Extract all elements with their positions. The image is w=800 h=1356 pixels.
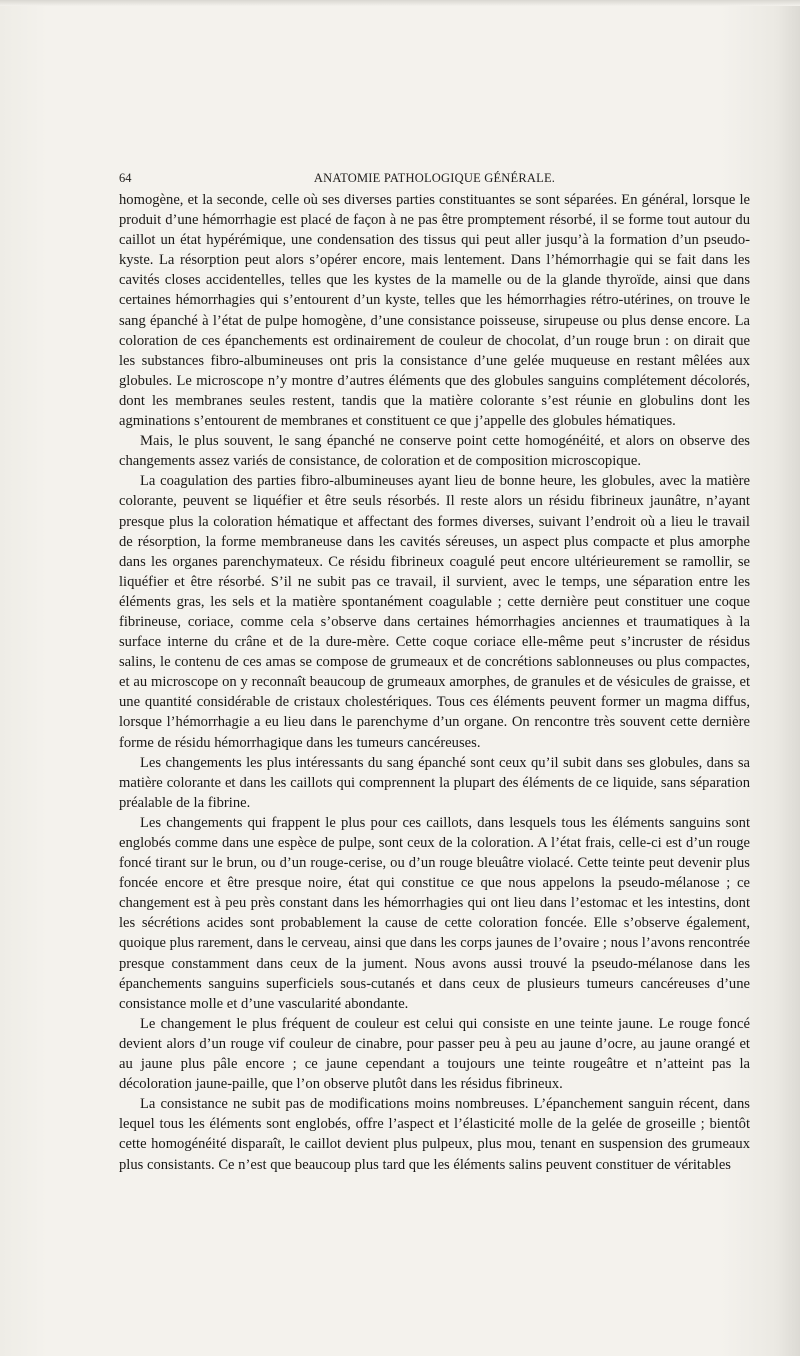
body-text xyxy=(119,190,750,1175)
paragraph: Les changements qui frappent le plus pour ces caillots, dans lesquels tous les éléments sanguins sont englobés comme dans une espèce de pulpe, sont ceux de la coloration. A l’état frais, celle-ci est d’un rouge foncé tirant sur le brun, ou d’un rouge-cerise, ou d’un rouge bleuâtre violacé. Cette teinte peut devenir plus foncée encore et être presque noire, état qui constitue ce que nous appelons la pseudo-mélanose ; ce changement est à peu près constant dans les hémorrhagies qui ont lieu dans l’estomac et les intestins, dont les sécrétions acides sont probablement la cause de cette coloration foncée. Elle s’observe également, quoique plus rarement, dans le cerveau, ainsi que dans les corps jaunes de l’ovaire ; nous l’avons rencontrée presque constamment dans ceux de la jument. Nous avons aussi trouvé la pseudo-mélanose dans les épanchements sanguins superficiels sous-cutanés et dans ceux de plusieurs tumeurs cancéreuses d’une consistance molle et d’une vascularité abondante. xyxy=(119,814,750,1012)
paragraph: La coagulation des parties fibro-albumineuses ayant lieu de bonne heure, les globules, avec la matière colorante, peuvent se liquéfier et être seuls résorbés. Il reste alors un résidu fibrineux jaunâtre, n’ayant presque plus la coloration hématique et affectant des formes diverses, suivant l’endroit où a lieu le travail de résorption, la forme membraneuse dans les cavités séreuses, un aspect plus compacte et plus amorphe dans les organes parenchymateux. Ce résidu fibrineux coagulé peut encore ultérieurement se ramollir, se liquéfier et être résorbé. S’il ne subit pas ce travail, il survient, avec le temps, une séparation entre les éléments gras, les sels et la matière spontanément coagulable ; cette dernière peut constituer une coque fibrineuse, coriace, comme cela s’observe dans certaines hémorrhagies anciennes et traumatiques à la surface interne du crâne et de la dure-mère. Cette coque coriace elle-même peut s’incruster de résidus salins, le contenu de ces amas se compose de grumeaux et de concrétions sablonneuses ou plus compactes, et au microscope on y reconnaît beaucoup de grumeaux amorphes, de granules et de vésicules de graisse, et une quantité considérable de cristaux cholestériques. Tous ces éléments peuvent former un magma diffus, lorsque l’hémorrhagie a eu lieu dans le parenchyme d’un organe. On rencontre très souvent cette dernière forme de résidu hémorrhagique dans les tumeurs cancéreuses. xyxy=(119,473,750,751)
paragraph: Les changements les plus intéressants du sang épanché sont ceux qu’il subit dans ses globules, dans sa matière colorante et dans les caillots qui comprennent la plupart des éléments de ce liquide, sans séparation préalable de la fibrine. xyxy=(119,754,750,811)
paragraph-continued: homogène, et la seconde, celle où ses diverses parties constituantes se sont séparées. En général, lorsque le produit d’une hémorrhagie est placé de façon à ne pas être promptement résorbé, il se forme tout autour du caillot un état hypérémique, une condensation des tissus qui peut aller jusqu’à la formation d’un pseudo-kyste. La résorption peut alors s’opérer encore, mais lentement. Dans l’hémorrhagie qui se fait dans les cavités closes accidentelles, telles que les kystes de la mamelle ou de la glande thyroïde, ainsi que dans certaines hémorrhagies qui s’entourent d’un kyste, telles que les hémorrhagies rétro-utérines, on trouve le sang épanché à l’état de pulpe homogène, d’une consistance poisseuse, sirupeuse ou plus dense encore. La coloration de ces épanchements est ordinairement de couleur de chocolat, d’un rouge brun : on dirait que les substances fibro-albumineuses ont pris la consistance d’une gelée muqueuse en restant mêlées aux globules. Le microscope n’y montre d’autres éléments que des globules sanguins complétement décolorés, dont les membranes seules restent, tandis que la matière colorante s’est réunie en globulins dont les agminations s’entourent de membranes et constituent ce que j’appelle des globules hématiques. xyxy=(119,192,750,430)
paragraph: La consistance ne subit pas de modifications moins nombreuses. L’épanchement sanguin récent, dans lequel tous les éléments sont englobés, offre l’aspect et l’élasticité molle de la gelée de groseille ; bientôt cette homogénéité disparaît, le caillot devient plus pulpeux, plus mou, tenant en suspension des grumeaux plus consistants. Ce n’est que beaucoup plus tard que les éléments salins peuvent constituer de véritables xyxy=(119,1096,750,1173)
paragraph: Le changement le plus fréquent de couleur est celui qui consiste en une teinte jaune. Le rouge foncé devient alors d’un rouge vif couleur de cinabre, pour passer peu à peu au jaune d’ocre, au jaune orangé et au jaune plus pâle encore ; ce jaune cependant a toujours une teinte rougeâtre et n’atteint pas la décoloration jaune-paille, que l’on observe plutôt dans les résidus fibrineux. xyxy=(119,1015,750,1093)
running-head xyxy=(119,171,750,189)
paragraph: Mais, le plus souvent, le sang épanché ne conserve point cette homogénéité, et alors on observe des changements assez variés de consistance, de coloration et de composition microscopique. xyxy=(119,433,750,470)
page-top-edge xyxy=(0,0,800,6)
running-title: ANATOMIE PATHOLOGIQUE GÉNÉRALE. xyxy=(313,171,556,185)
page-number: 64 xyxy=(119,171,132,185)
